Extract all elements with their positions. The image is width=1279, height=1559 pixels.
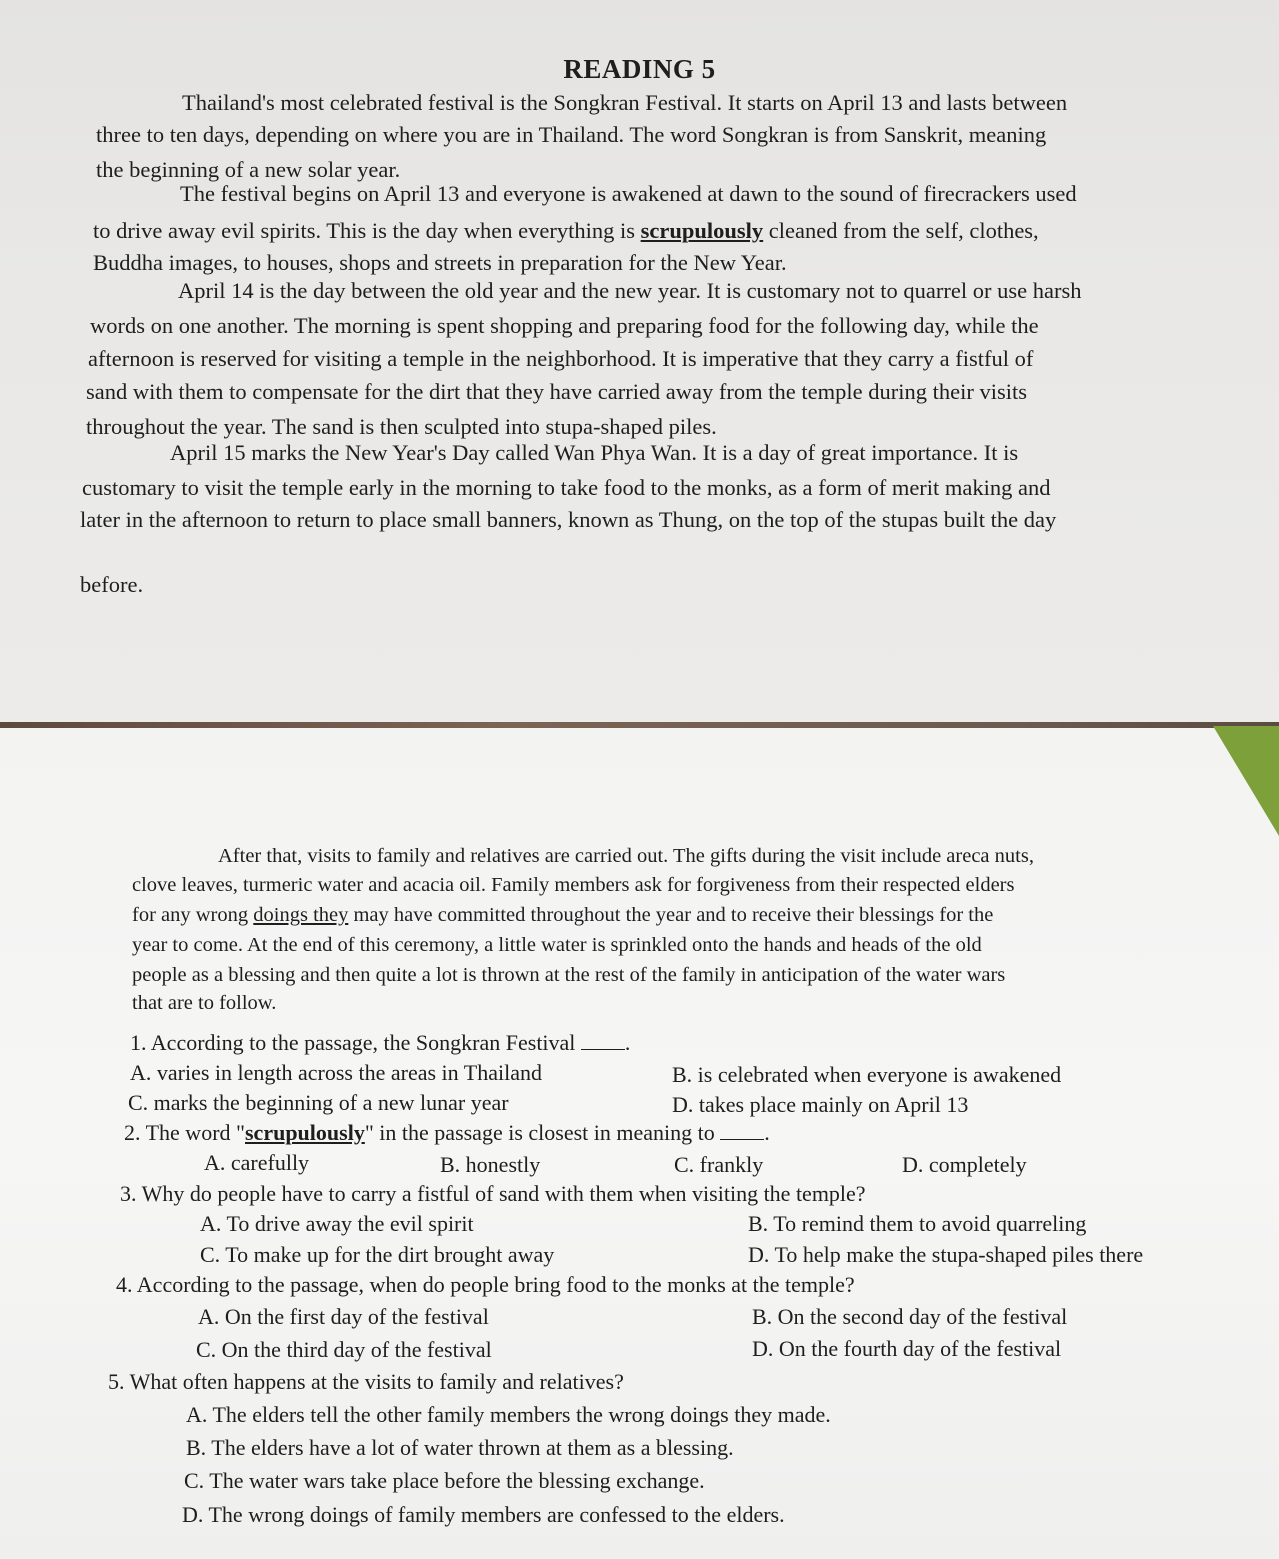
passage-line: afternoon is reserved for visiting a temple in the neighborhood. It is imperative that they carry a fistful of bbox=[88, 346, 1034, 371]
passage-line: sand with them to compensate for the dirt that they have carried away from the temple during their visits bbox=[86, 379, 1027, 404]
answer-blank bbox=[581, 1031, 625, 1050]
question-text: 2. The word " bbox=[124, 1120, 245, 1145]
passage-line bbox=[132, 902, 993, 928]
passage-line: before. bbox=[80, 572, 144, 597]
passage-line: people as a blessing and then quite a lot is thrown at the rest of the family in anticipation of the water wars bbox=[132, 964, 1006, 986]
question-2-stem: 2. The word "scrupulously" in the passage is closest in meaning to . bbox=[124, 1120, 770, 1145]
question-5-stem: 5. What often happens at the visits to family and relatives? bbox=[108, 1369, 624, 1394]
passage-line: that are to follow. bbox=[132, 992, 277, 1014]
passage-line: Thailand's most celebrated festival is the Songkran Festival. It starts on April 13 and lasts between bbox=[182, 90, 1068, 115]
question-4-stem: 4. According to the passage, when do people bring food to the monks at the temple? bbox=[116, 1272, 855, 1297]
passage-line: the beginning of a new solar year. bbox=[96, 157, 401, 182]
q2-option-c[interactable]: C. frankly bbox=[674, 1152, 764, 1177]
passage-line: After that, visits to family and relatives are carried out. The gifts during the visit include areca nuts, bbox=[218, 845, 1034, 867]
passage-text: cleaned from the self, clothes, bbox=[763, 218, 1039, 243]
q3-option-b[interactable]: B. To remind them to avoid quarreling bbox=[748, 1211, 1087, 1236]
highlighted-phrase-doings-they: doings they bbox=[253, 904, 349, 926]
q3-option-c[interactable]: C. To make up for the dirt brought away bbox=[200, 1242, 555, 1267]
q3-option-d[interactable]: D. To help make the stupa-shaped piles there bbox=[748, 1242, 1144, 1267]
q1-option-d[interactable]: D. takes place mainly on April 13 bbox=[672, 1092, 969, 1117]
passage-line: year to come. At the end of this ceremony, a little water is sprinkled onto the hands and heads of the old bbox=[132, 934, 982, 956]
passage-line: clove leaves, turmeric water and acacia oil. Family members ask for forgiveness from their respected elders bbox=[132, 874, 1015, 896]
passage-text: for any wrong bbox=[132, 904, 254, 926]
q2-option-d[interactable]: D. completely bbox=[902, 1152, 1027, 1177]
q5-option-c[interactable]: C. The water wars take place before the blessing exchange. bbox=[184, 1468, 705, 1493]
q1-option-b[interactable]: B. is celebrated when everyone is awakened bbox=[672, 1062, 1062, 1087]
passage-text: to drive away evil spirits. This is the day when everything is bbox=[93, 218, 641, 243]
q1-option-c[interactable]: C. marks the beginning of a new lunar year bbox=[128, 1090, 509, 1115]
passage-line: April 15 marks the New Year's Day called Wan Phya Wan. It is a day of great importance. It is bbox=[170, 440, 1019, 465]
passage-line: customary to visit the temple early in the morning to take food to the monks, as a form of merit making and bbox=[82, 475, 1051, 500]
passage-line: later in the afternoon to return to place small banners, known as Thung, on the top of the stupas built the day bbox=[80, 507, 1057, 532]
reading-title: READING 5 bbox=[563, 54, 716, 84]
q4-option-b[interactable]: B. On the second day of the festival bbox=[752, 1304, 1068, 1329]
q2-option-b[interactable]: B. honestly bbox=[440, 1152, 541, 1177]
passage-text: may have committed throughout the year and to receive their blessings for the bbox=[348, 904, 994, 926]
question-3-stem: 3. Why do people have to carry a fistful of sand with them when visiting the temple? bbox=[120, 1181, 866, 1206]
passage-line: words on one another. The morning is spent shopping and preparing food for the following day, while the bbox=[90, 313, 1039, 338]
q1-option-a[interactable]: A. varies in length across the areas in Thailand bbox=[130, 1060, 542, 1085]
passage-line: April 14 is the day between the old year and the new year. It is customary not to quarrel or use harsh bbox=[178, 278, 1082, 303]
highlighted-word-scrupulously: scrupulously bbox=[640, 218, 764, 243]
question-text: 1. According to the passage, the Songkran Festival bbox=[130, 1030, 576, 1055]
question-text: " in the passage is closest in meaning to bbox=[364, 1120, 715, 1145]
question-keyword: scrupulously bbox=[245, 1120, 365, 1145]
q4-option-c[interactable]: C. On the third day of the festival bbox=[196, 1337, 492, 1362]
q4-option-a[interactable]: A. On the first day of the festival bbox=[198, 1304, 489, 1329]
passage-line: three to ten days, depending on where you are in Thailand. The word Songkran is from Sanskrit, meaning bbox=[96, 122, 1047, 147]
answer-blank bbox=[720, 1121, 764, 1140]
q5-option-b[interactable]: B. The elders have a lot of water thrown at them as a blessing. bbox=[186, 1435, 734, 1460]
q2-option-a[interactable]: A. carefully bbox=[204, 1150, 310, 1175]
question-1-stem: 1. According to the passage, the Songkran Festival . bbox=[130, 1030, 631, 1055]
q3-option-a[interactable]: A. To drive away the evil spirit bbox=[200, 1211, 474, 1236]
q4-option-d[interactable]: D. On the fourth day of the festival bbox=[752, 1336, 1062, 1361]
passage-line: The festival begins on April 13 and everyone is awakened at dawn to the sound of firecrackers used bbox=[180, 181, 1077, 206]
q5-option-d[interactable]: D. The wrong doings of family members are confessed to the elders. bbox=[182, 1502, 785, 1527]
q5-option-a[interactable]: A. The elders tell the other family members the wrong doings they made. bbox=[186, 1402, 831, 1427]
passage-line: throughout the year. The sand is then sculpted into stupa-shaped piles. bbox=[86, 414, 717, 439]
passage-line: Buddha images, to houses, shops and streets in preparation for the New Year. bbox=[93, 250, 787, 275]
passage-line bbox=[93, 218, 1039, 244]
